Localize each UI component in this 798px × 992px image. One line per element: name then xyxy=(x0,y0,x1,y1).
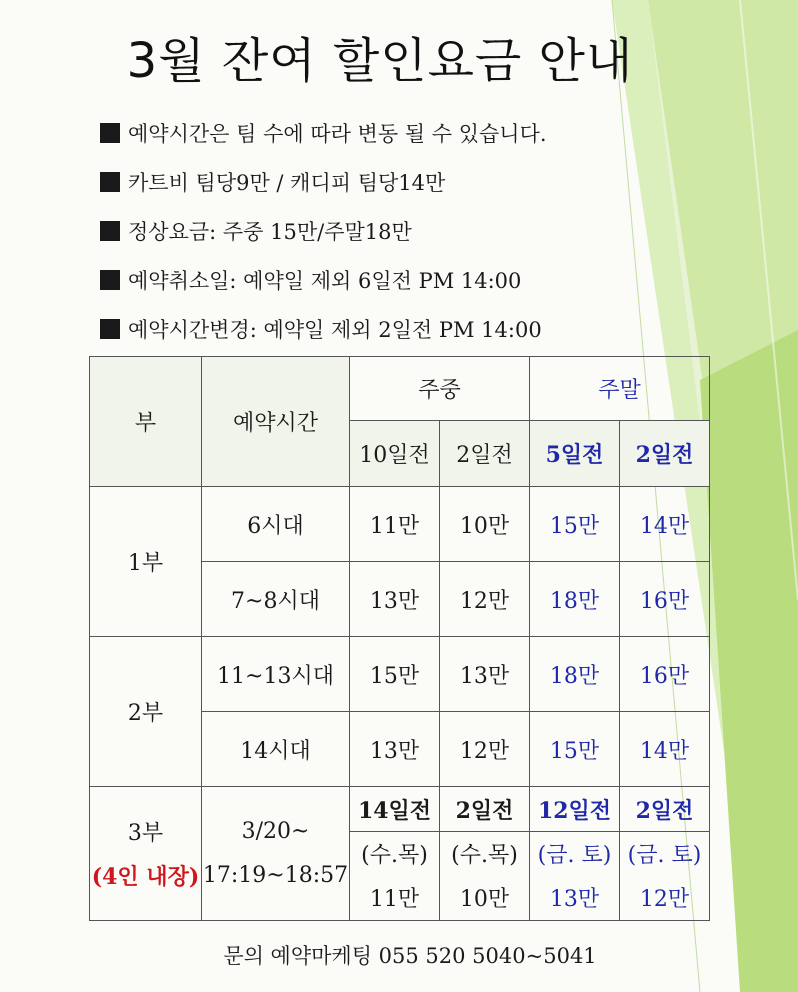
notice-text: 정상요금: 주중 15만/주말18만 xyxy=(128,219,412,244)
price-cell: 14만 xyxy=(620,487,710,562)
part3-date: 3/20~ xyxy=(241,819,310,844)
price-cell: 15만 xyxy=(350,637,440,712)
notice-text: 예약취소일: 예약일 제외 6일전 PM 14:00 xyxy=(128,268,522,293)
contact-info: 문의 예약마케팅 055 520 5040~5041 xyxy=(223,944,597,968)
part3-col-label: 12일전 xyxy=(530,788,619,832)
part3-price-cell xyxy=(350,787,440,921)
part3-days: (금. 토) xyxy=(627,843,702,868)
price-cell: 13만 xyxy=(440,637,530,712)
part3-cell xyxy=(90,787,202,921)
price-cell: 12만 xyxy=(440,712,530,787)
time-cell: 11~13시대 xyxy=(202,637,350,712)
header-part: 부 xyxy=(90,357,202,487)
price-cell: 18만 xyxy=(530,562,620,637)
part3-time: 17:19~18:57 xyxy=(202,863,349,888)
notice-item xyxy=(100,304,547,353)
notice-text: 예약시간은 팀 수에 따라 변동 될 수 있습니다. xyxy=(128,121,547,146)
price-cell: 16만 xyxy=(620,562,710,637)
part3-price: 13만 xyxy=(549,887,600,912)
page-title: 3월 잔여 할인요금 안내 xyxy=(126,33,634,89)
part3-price-cell xyxy=(440,787,530,921)
price-cell: 15만 xyxy=(530,487,620,562)
part3-col-label: 14일전 xyxy=(350,788,439,832)
price-cell: 18만 xyxy=(530,637,620,712)
header-weekend: 주말 xyxy=(530,357,710,421)
part3-price: 11만 xyxy=(369,887,420,912)
bullet-square-icon xyxy=(100,319,120,339)
header-weekend-col: 2일전 xyxy=(620,421,710,487)
time-cell: 7~8시대 xyxy=(202,562,350,637)
part3-price-cell xyxy=(530,787,620,921)
bullet-square-icon xyxy=(100,221,120,241)
notice-item xyxy=(100,206,547,255)
part3-days: (금. 토) xyxy=(537,843,612,868)
notice-text: 카트비 팀당9만 / 캐디피 팀당14만 xyxy=(128,170,446,195)
part-cell: 2부 xyxy=(90,637,202,787)
time-cell: 14시대 xyxy=(202,712,350,787)
price-cell: 11만 xyxy=(350,487,440,562)
header-weekday-col: 2일전 xyxy=(440,421,530,487)
time-cell: 6시대 xyxy=(202,487,350,562)
price-cell: 15만 xyxy=(530,712,620,787)
part3-time-cell xyxy=(202,787,350,921)
part3-note: (4인 내장) xyxy=(91,864,200,890)
part3-col-label: 2일전 xyxy=(620,788,709,832)
part3-price: 12만 xyxy=(639,887,690,912)
notice-list xyxy=(100,108,547,353)
part3-price-cell xyxy=(620,787,710,921)
header-weekday: 주중 xyxy=(350,357,530,421)
price-cell: 13만 xyxy=(350,712,440,787)
notice-item xyxy=(100,157,547,206)
price-cell: 13만 xyxy=(350,562,440,637)
bullet-square-icon xyxy=(100,172,120,192)
price-cell: 14만 xyxy=(620,712,710,787)
price-cell: 16만 xyxy=(620,637,710,712)
part3-price: 10만 xyxy=(459,887,510,912)
bullet-square-icon xyxy=(100,270,120,290)
notice-item xyxy=(100,108,547,157)
header-weekend-col: 5일전 xyxy=(530,421,620,487)
bullet-square-icon xyxy=(100,123,120,143)
header-time: 예약시간 xyxy=(202,357,350,487)
rate-table xyxy=(89,356,710,921)
part3-label: 3부 xyxy=(127,821,164,846)
header-weekday-col: 10일전 xyxy=(350,421,440,487)
price-cell: 12만 xyxy=(440,562,530,637)
part3-col-label: 2일전 xyxy=(440,788,529,832)
part3-days: (수.목) xyxy=(361,843,428,868)
part-cell: 1부 xyxy=(90,487,202,637)
price-cell: 10만 xyxy=(440,487,530,562)
part3-days: (수.목) xyxy=(451,843,518,868)
notice-text: 예약시간변경: 예약일 제외 2일전 PM 14:00 xyxy=(128,317,542,342)
notice-item xyxy=(100,255,547,304)
